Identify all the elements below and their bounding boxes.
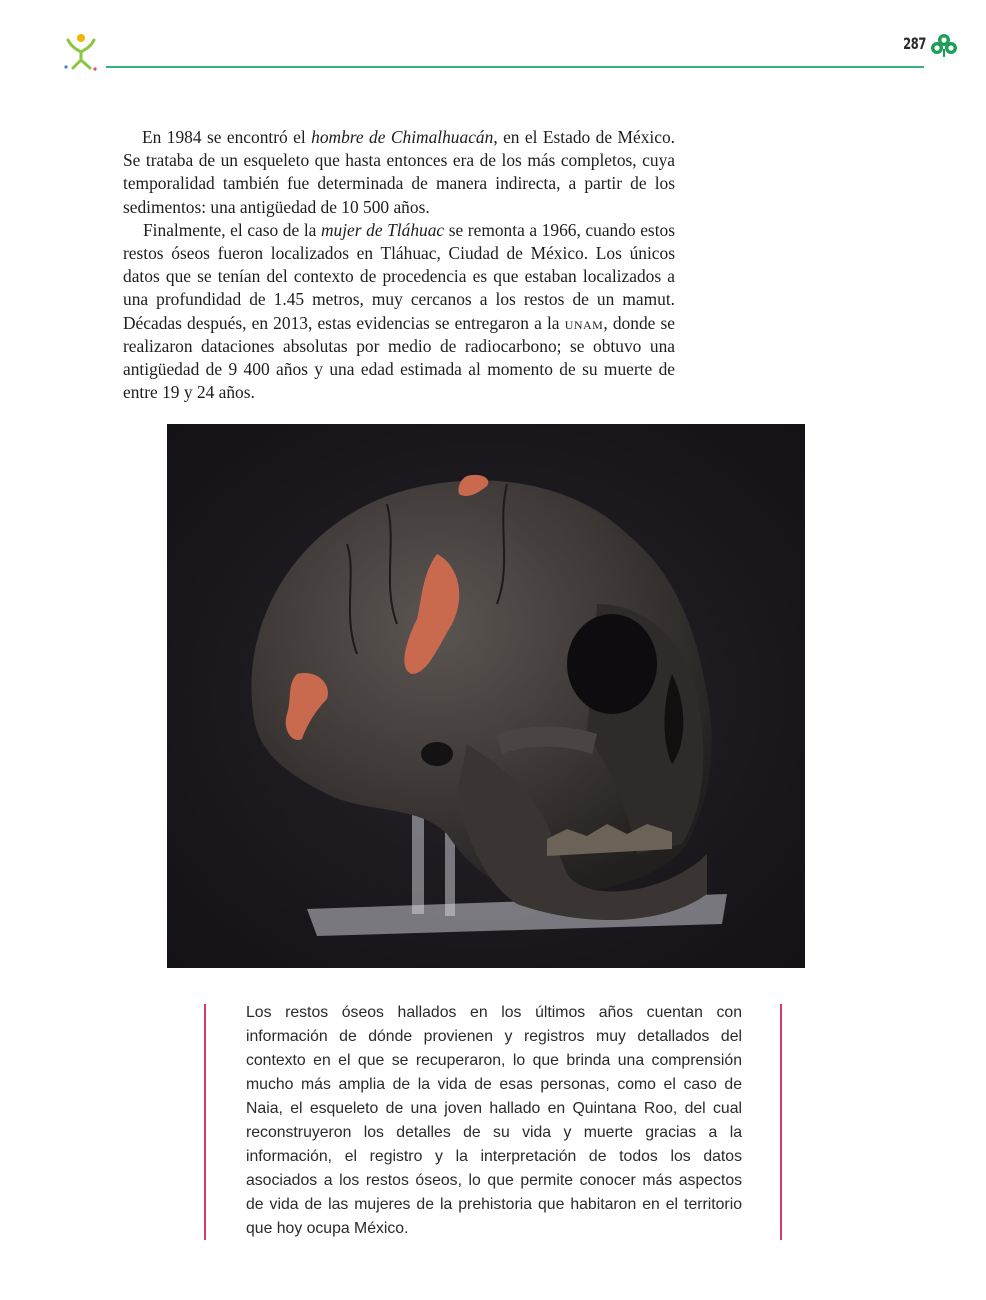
header-rule xyxy=(106,66,924,68)
caption-text: Los restos óseos hallados en los últimos años cuentan con información de dónde provienen y registros muy detallados del contexto en el que se recuperaron, lo que brinda una comprensión mucho más amplia de la vida de esas personas, como el caso de Naia, el esqueleto de una joven hallado en Quintana Roo, del cual reconstruyeron los detalles de su vida y muerte gracias a la información, el registro y la interpretación de todos los datos asociados a los restos óseos, lo que permite conocer más aspectos de vida de las mujeres de la prehistoria que habitaron en el territorio que hoy ocupa México. xyxy=(246,1004,742,1237)
caption-box xyxy=(204,1004,782,1240)
body-text xyxy=(123,126,675,404)
three-leaf-clover-icon xyxy=(930,32,958,58)
skull-photo xyxy=(167,424,805,968)
emphasis-hombre-chimalhuacan: hombre de Chimalhuacán xyxy=(311,127,494,147)
paragraph-chimalhuacan: En 1984 se encontró el hombre de Chimalhuacán, en el Estado de México. Se trataba de un esqueleto que hasta entonces era de los más completos, cuya temporalidad también fue determinada de manera indirecta, a partir de los sedimentos: una antigüedad de 10 500 años. xyxy=(123,127,675,217)
acronym-unam: unam xyxy=(564,312,604,333)
person-with-leaves-icon xyxy=(60,30,104,74)
skull-on-acrylic-stand-icon xyxy=(167,424,805,968)
caption-bar-left xyxy=(204,1004,206,1240)
caption-bar-right xyxy=(780,1004,782,1240)
paragraph-tlahuac: Finalmente, el caso de la mujer de Tláhuac se remonta a 1966, cuando estos restos óseos fueron localizados en Tláhuac, Ciudad de México. Los únicos datos que se tenían del contexto de procedencia es que estaban localizados a una profundidad de 1.45 metros, muy cercanos a los restos de un mamut. Décadas después, en 2013, estas evidencias se entregaron a la unam, donde se realizaron dataciones absolutas por medio de radiocarbono; se obtuvo una antigüedad de 9 400 años y una edad estimada al momento de su muerte de entre 19 y 24 años. xyxy=(123,219,675,403)
emphasis-mujer-tlahuac: mujer de Tláhuac xyxy=(320,219,445,240)
page-number: 287 xyxy=(903,34,926,53)
